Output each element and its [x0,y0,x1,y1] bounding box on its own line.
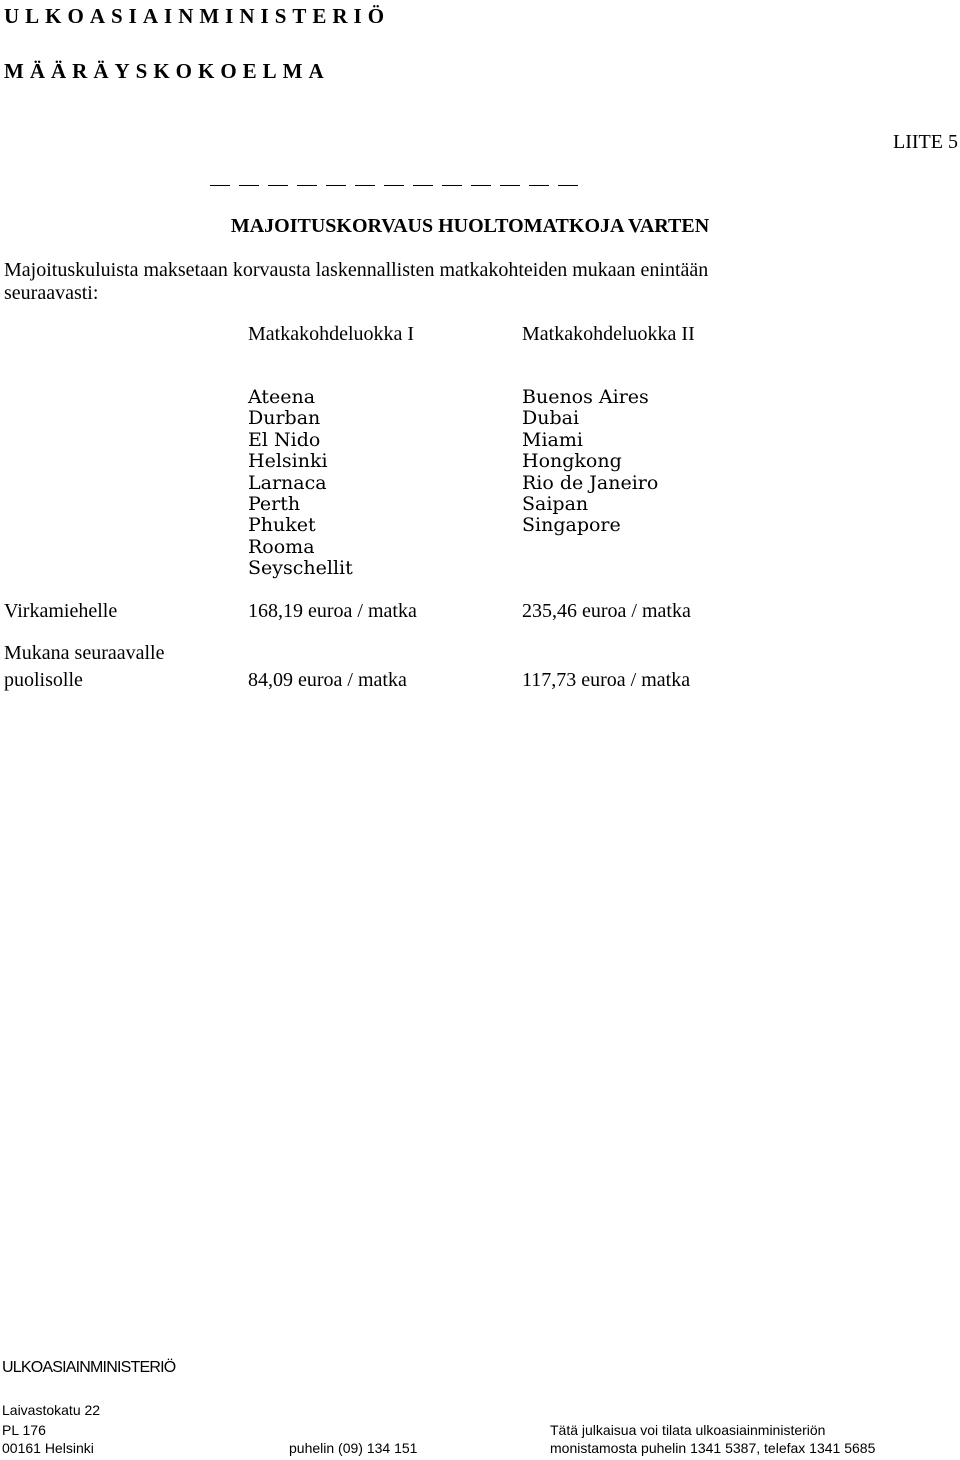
intro-line-2: seuraavasti: [4,282,99,304]
class-1-city-list [248,387,353,580]
city-item: Saipan [522,493,589,516]
appendix-label: LIITE 5 [893,131,958,153]
footer-order-line-1: Tätä julkaisua voi tilata ulkoasiainministeriön [550,1422,826,1438]
footer-ministry: ULKOASIAINMINISTERIÖ [2,1359,176,1376]
footer-postal: 00161 Helsinki [2,1440,94,1456]
city-item: Phuket [248,514,316,537]
footer-street: Laivastokatu 22 [2,1402,101,1418]
city-item: Seyschellit [248,557,353,580]
city-item: El Nido [248,428,321,451]
city-item: Rio de Janeiro [522,471,659,494]
spouse-rate-class-2: 117,73 euroa / matka [522,669,691,691]
spouse-rate-label-line-2: puolisolle [4,669,83,691]
footer-phone: puhelin (09) 134 151 [289,1440,418,1456]
city-item: Rooma [248,535,315,558]
intro-line-1: Majoituskuluista maksetaan korvausta laskennallisten matkakohteiden mukaan enintään [4,259,709,281]
city-item: Perth [248,493,301,516]
footer-order-line-2: monistamosta puhelin 1341 5387, telefax 1341 5685 [550,1440,876,1456]
collection-header: MÄÄRÄYSKOKOELMA [4,59,330,83]
city-item: Helsinki [248,450,328,473]
class-2-city-list [522,387,658,537]
city-item: Larnaca [248,471,327,494]
class-2-label: Matkakohdeluokka II [522,323,695,345]
city-item: Miami [522,428,583,451]
spouse-rate-class-1: 84,09 euroa / matka [248,669,407,691]
official-rate-class-2: 235,46 euroa / matka [522,600,691,622]
official-rate-class-1: 168,19 euroa / matka [248,600,417,622]
city-item: Durban [248,407,321,430]
city-item: Hongkong [522,450,622,473]
city-item: Dubai [522,407,580,430]
official-rate-label: Virkamiehelle [4,600,118,622]
city-item: Singapore [522,514,621,537]
dash-separator [210,185,578,186]
ministry-header: ULKOASIAINMINISTERIÖ [4,4,391,28]
city-item: Ateena [248,386,316,408]
footer-po-box: PL 176 [2,1422,46,1438]
document-title: MAJOITUSKORVAUS HUOLTOMATKOJA VARTEN [230,215,710,237]
city-item: Buenos Aires [522,386,649,408]
spouse-rate-label-line-1: Mukana seuraavalle [4,642,165,664]
class-1-label: Matkakohdeluokka I [248,323,415,345]
